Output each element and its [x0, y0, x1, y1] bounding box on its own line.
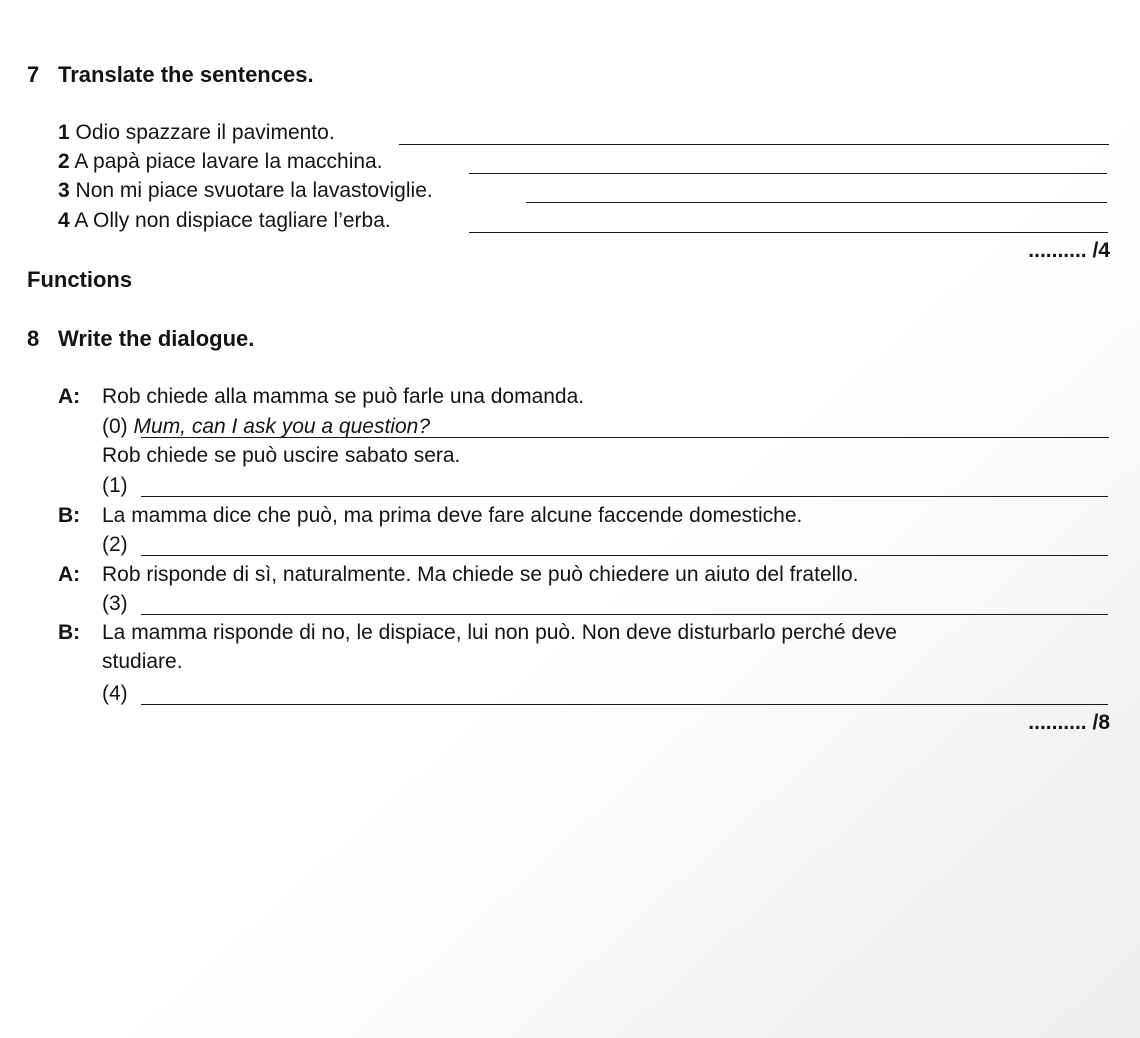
- exercise-7-number: 7: [27, 62, 40, 87]
- exercise-8-score: [1028, 710, 1110, 736]
- sentence-1: [58, 120, 335, 146]
- prompt-text: Rob risponde di sì, naturalmente. Ma chiede se può chiedere un aiuto del fratello.: [102, 563, 859, 586]
- answer-2-line[interactable]: [141, 555, 1108, 556]
- exercise-8-score-total: /8: [1092, 711, 1110, 734]
- speaker-b: B:: [58, 621, 81, 644]
- prompt-text: La mamma risponde di no, le dispiace, lui non può. Non deve disturbarlo perché deve: [102, 621, 897, 644]
- exercise-7-score-dots: ..........: [1028, 239, 1087, 262]
- speaker-b: B:: [58, 504, 81, 527]
- answer-3-line[interactable]: [141, 614, 1108, 615]
- exercise-8-heading: [27, 326, 254, 352]
- exercise-8-number: 8: [27, 326, 40, 351]
- answer-3-label: (3): [102, 592, 128, 615]
- prompt-text: La mamma dice che può, ma prima deve fare alcune faccende domestiche.: [102, 504, 803, 527]
- section-title-functions: Functions: [27, 267, 133, 292]
- sentence-3: [58, 178, 433, 204]
- speaker-a: A:: [58, 385, 81, 408]
- dialogue-a-prompt-3: [58, 562, 858, 588]
- exercise-7-heading: [27, 62, 314, 88]
- exercise-8-score-dots: ..........: [1028, 711, 1087, 734]
- answer-2-label: (2): [102, 533, 128, 556]
- sentence-1-number: 1: [58, 121, 70, 144]
- exercise-7-score: [1028, 238, 1110, 264]
- dialogue-a-prompt-2: Rob chiede se può uscire sabato sera.: [102, 444, 461, 467]
- exercise-7-score-total: /4: [1092, 239, 1110, 262]
- dialogue-b-prompt-2: [58, 620, 897, 646]
- sentence-1-answer-line[interactable]: [399, 144, 1109, 145]
- answer-1-label: (1): [102, 474, 128, 497]
- exercise-8-title: Write the dialogue.: [58, 326, 255, 351]
- speaker-a: A:: [58, 563, 81, 586]
- exercise-7-title: Translate the sentences.: [58, 62, 314, 87]
- sentence-3-text: Non mi piace svuotare la lavastoviglie.: [75, 179, 433, 202]
- dialogue-b-prompt-2-continued: studiare.: [102, 650, 183, 673]
- answer-1-line[interactable]: [141, 496, 1108, 497]
- answer-0-line: [141, 437, 1109, 438]
- answer-0-label: (0): [102, 415, 128, 438]
- sentence-1-text: Odio spazzare il pavimento.: [75, 121, 335, 144]
- sentence-4-number: 4: [58, 209, 70, 232]
- sentence-4-answer-line[interactable]: [469, 232, 1108, 233]
- answer-4-line[interactable]: [141, 704, 1108, 705]
- answer-0-example: Mum, can I ask you a question?: [133, 415, 431, 438]
- sentence-3-answer-line[interactable]: [526, 202, 1107, 203]
- sentence-4: [58, 208, 391, 234]
- dialogue-a-prompt-1: [58, 384, 584, 410]
- dialogue-b-prompt-1: [58, 503, 802, 529]
- answer-4-label: (4): [102, 682, 128, 705]
- sentence-2-number: 2: [58, 150, 70, 173]
- sentence-4-text: A Olly non dispiace tagliare l’erba.: [74, 209, 391, 232]
- sentence-2-answer-line[interactable]: [469, 173, 1107, 174]
- prompt-text: Rob chiede alla mamma se può farle una domanda.: [102, 385, 585, 408]
- sentence-2: [58, 149, 383, 175]
- sentence-2-text: A papà piace lavare la macchina.: [74, 150, 383, 173]
- sentence-3-number: 3: [58, 179, 70, 202]
